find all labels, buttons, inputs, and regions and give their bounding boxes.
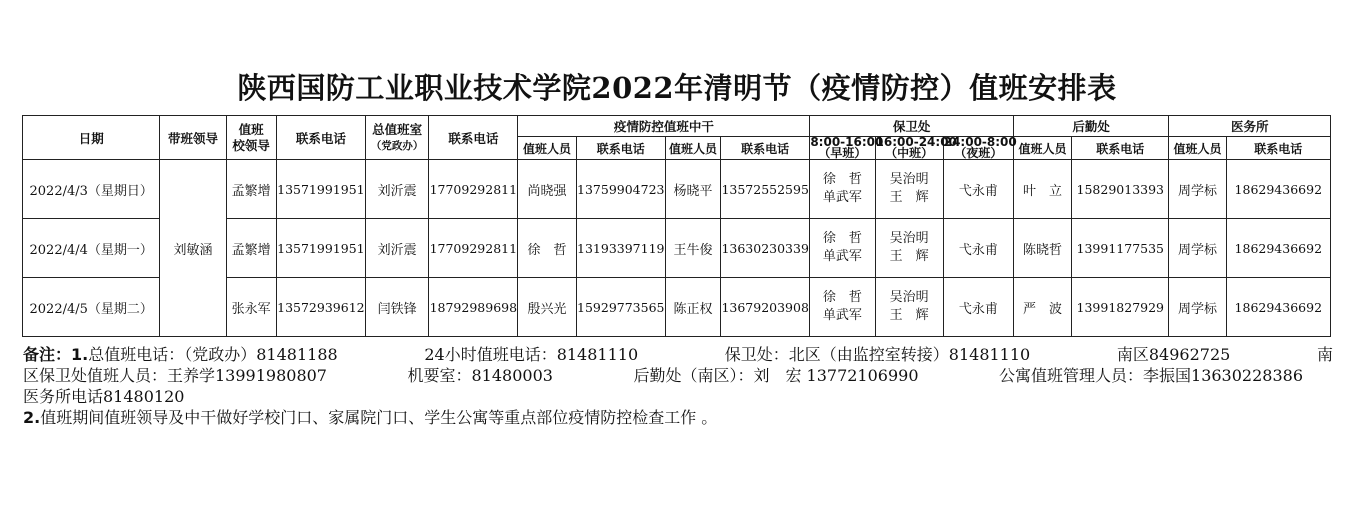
cell-office-phone: 17709292811 (429, 160, 518, 219)
cell-sec2 (875, 219, 943, 278)
cell-sec2 (875, 278, 943, 337)
notes-line-4 (23, 407, 1333, 428)
notes-clinic-phone: 医务所电话81480120 (23, 387, 185, 406)
cell-office-phone: 17709292811 (429, 219, 518, 278)
cell-epi1-phone: 13193397119 (576, 219, 665, 278)
cell-epi1-phone: 13759904723 (576, 160, 665, 219)
header-clinic-phone: 联系电话 (1226, 137, 1330, 160)
cell-office-phone: 18792989698 (429, 278, 518, 337)
header-logistics: 后勤处 (1013, 116, 1168, 137)
cell-sec2-b: 王 辉 (889, 190, 929, 205)
header-office-line1: 总值班室 (372, 121, 423, 137)
header-sec-shift1-label: （早班） (818, 146, 867, 160)
header-sec-shift3-label: （夜班） (954, 146, 1003, 160)
cell-log-phone: 13991177535 (1072, 219, 1169, 278)
header-office-line2: （党政办） (370, 139, 424, 152)
notes-security-south: 南区84962725 (1116, 345, 1231, 364)
cell-epi2: 陈正权 (665, 278, 720, 337)
notes-line1-tail: 南 (1316, 345, 1333, 364)
cell-clinic-phone: 18629436692 (1226, 160, 1330, 219)
duty-schedule-table (22, 115, 1331, 337)
cell-clinic: 周学标 (1169, 219, 1226, 278)
cell-epi2: 王牛俊 (665, 219, 720, 278)
header-sec-shift1-time: 8:00-16:00 (810, 135, 884, 149)
cell-leader: 刘敏涵 (160, 160, 226, 337)
notes-south-security-staff: 区保卫处值班人员：王养学13991980807 (23, 366, 327, 385)
cell-clinic-phone: 18629436692 (1226, 278, 1330, 337)
cell-epi1: 徐 哲 (518, 219, 576, 278)
cell-sec1 (810, 160, 875, 219)
cell-sec1-b: 单武军 (822, 190, 862, 205)
header-school-leader-line2: 校领导 (232, 137, 270, 153)
cell-date: 2022/4/5（星期二） (23, 278, 160, 337)
cell-clinic: 周学标 (1169, 160, 1226, 219)
cell-office: 闫铁锋 (366, 278, 429, 337)
notes-24h-duty: 24小时值班电话：81481110 (424, 345, 639, 364)
notes-item-1a (23, 344, 338, 365)
cell-epi2: 杨晓平 (665, 160, 720, 219)
cell-clinic-phone: 18629436692 (1226, 219, 1330, 278)
cell-school-leader: 孟繁增 (226, 160, 276, 219)
cell-phone: 13571991951 (276, 219, 365, 278)
cell-epi1: 尚晓强 (518, 160, 576, 219)
header-sec-shift3 (943, 135, 1017, 160)
cell-sec3: 弋永甫 (943, 219, 1013, 278)
header-school-leader-line1: 值班 (238, 121, 264, 137)
notes-logistics-south: 后勤处（南区）：刘 宏 13772106990 (633, 366, 919, 385)
header-sec-shift2-time: 16:00-24:00 (875, 135, 957, 149)
cell-epi1: 殷兴光 (518, 278, 576, 337)
notes-security-north: 保卫处：北区（由监控室转接）81481110 (724, 345, 1031, 364)
notes-number-2: 2. (23, 408, 41, 427)
header-epi-phone2: 联系电话 (721, 137, 810, 160)
header-log-person: 值班人员 (1013, 137, 1071, 160)
header-clinic-person: 值班人员 (1169, 137, 1226, 160)
cell-phone: 13571991951 (276, 160, 365, 219)
cell-epi2-phone: 13630230339 (721, 219, 810, 278)
header-epi-person1: 值班人员 (518, 137, 576, 160)
notes-dorm-manager: 公寓值班管理人员：李振国13630228386 (999, 366, 1303, 385)
header-school-leader (226, 116, 276, 160)
header-security: 保卫处 (810, 116, 1014, 137)
cell-sec1-a: 徐 哲 (822, 231, 862, 246)
cell-date: 2022/4/3（星期日） (23, 160, 160, 219)
header-epidemic: 疫情防控值班中干 (518, 116, 810, 137)
header-sec-shift2-label: （中班） (885, 146, 934, 160)
cell-phone: 13572939612 (276, 278, 365, 337)
cell-sec2-b: 王 辉 (889, 249, 929, 264)
cell-sec1-b: 单武军 (822, 308, 862, 323)
notes-duty-instruction: 值班期间值班领导及中干做好学校门口、家属院门口、学生公寓等重点部位疫情防控检查工作 。 (40, 408, 718, 427)
cell-epi2-phone: 13572552595 (721, 160, 810, 219)
cell-sec2 (875, 160, 943, 219)
notes-label: 备注： (23, 345, 72, 364)
notes-number-1: 1. (71, 345, 89, 364)
cell-log: 陈晓哲 (1013, 219, 1071, 278)
cell-sec2-a: 吴治明 (889, 172, 929, 187)
cell-clinic: 周学标 (1169, 278, 1226, 337)
header-clinic: 医务所 (1169, 116, 1331, 137)
notes-confidential-room: 机要室：81480003 (407, 366, 553, 385)
cell-log-phone: 15829013393 (1072, 160, 1169, 219)
table-row (23, 160, 1331, 219)
header-office-phone: 联系电话 (429, 116, 518, 160)
cell-epi1-phone: 15929773565 (576, 278, 665, 337)
page-title: 陕西国防工业职业技术学院2022年清明节（疫情防控）值班安排表 (237, 71, 1117, 105)
notes-section (23, 344, 1333, 428)
cell-sec2-a: 吴治明 (889, 231, 929, 246)
header-leader: 带班领导 (160, 116, 226, 160)
cell-sec1-a: 徐 哲 (822, 290, 862, 305)
cell-school-leader: 孟繁增 (226, 219, 276, 278)
header-sec-shift2 (875, 135, 957, 160)
cell-office: 刘沂震 (366, 219, 429, 278)
cell-office: 刘沂震 (366, 160, 429, 219)
cell-sec2-b: 王 辉 (889, 308, 929, 323)
cell-sec1 (810, 278, 875, 337)
cell-sec3: 弋永甫 (943, 278, 1013, 337)
header-date: 日期 (23, 116, 160, 160)
cell-log-phone: 13991827929 (1072, 278, 1169, 337)
header-epi-phone1: 联系电话 (576, 137, 665, 160)
cell-sec1-a: 徐 哲 (822, 172, 862, 187)
header-sec-shift1 (810, 135, 884, 160)
cell-sec1-b: 单武军 (822, 249, 862, 264)
cell-sec1 (810, 219, 875, 278)
cell-log: 叶 立 (1013, 160, 1071, 219)
header-sec-shift3-time: 24:00-8:00 (943, 135, 1017, 149)
cell-sec2-a: 吴治明 (889, 290, 929, 305)
notes-total-duty: 总值班电话：（党政办）81481188 (88, 345, 338, 364)
cell-sec3: 弋永甫 (943, 160, 1013, 219)
cell-log: 严 波 (1013, 278, 1071, 337)
header-office (366, 116, 429, 160)
cell-school-leader: 张永军 (226, 278, 276, 337)
header-epi-person2: 值班人员 (665, 137, 720, 160)
header-log-phone: 联系电话 (1072, 137, 1169, 160)
notes-line-1 (23, 344, 1333, 365)
header-phone: 联系电话 (276, 116, 365, 160)
cell-epi2-phone: 13679203908 (721, 278, 810, 337)
cell-date: 2022/4/4（星期一） (23, 219, 160, 278)
notes-line-2 (23, 365, 1333, 386)
